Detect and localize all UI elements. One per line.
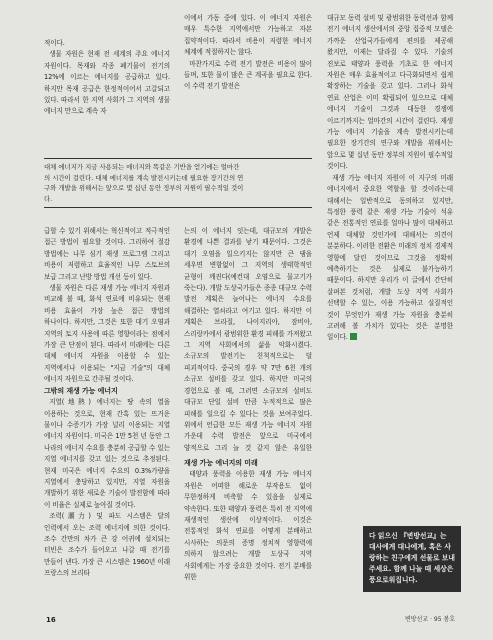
column-2-bottom — [184, 226, 312, 454]
paragraph — [327, 173, 453, 344]
paragraph-text: 재생 가능 에너지 자원이 이 지구의 미래 에너지에서 중요한 역할을 할 것이라는데 대해서는 일반적으로 동의하고 있지만, 특정한 풍력 같은 재생 가능 기술이 석유 같은 전통적인 연료를 얼마나 많이 대체하고 언제 대체할 것인가에 대해서는 의견이 분분하다. 이러한 전환은 미래의 정치 경제적 영향에 달린 것이므로 그것을 정확히 예측하기는 것은 실제로 불가능하기 때문이다. 하지만 우리가 이 글에서 간단히 살펴본 것처럼, 개발 도상 지역 사회가 선택할 수 있는, 이용 가능하고 실질적인 것이 무엇인가 재생 가능 자원을 충분히 고려해 볼 가치가 있다는 것은 분명한 일이다. — [327, 173, 453, 342]
pull-quote — [44, 158, 312, 208]
section-heading: 그밖의 재생 가능 에너지 — [44, 386, 118, 395]
paragraph: 생물 자원은 다른 재생 가능 에너지 자원과 비교해 볼 때, 화석 연료에 비유되는 현재 비용 효율이 가장 높은 접근 방법의 하나이다. 하지만, 그것은 또한 대기 오염과 지역의 토지 사용에 따른 영향이라는 점에서 가장 큰 단점이 된다. 따라서 미래에는 다른 대체 에너지 자원을 이용할 수 있는 지역에서나 이용되는 "지금 기술"의 대체 에너지 자원으로 간주될 것이다. — [44, 284, 170, 384]
column-1-bottom — [44, 226, 170, 606]
paragraph: 급할 수 있기 위해서는 혁신적이고 적극적인 접근 방법이 필요할 것이다. 그리하여 절감 방법에는 나무 심기 재생 프로그램 그리고 비용이 저렴하고 효율적인 나무 스토브의 보급 그리고 난방 방법 개선 등이 있다. — [44, 227, 170, 281]
section-heading: 재생 가능 에너지의 미래 — [184, 459, 258, 467]
paragraph: 이에서 가동 중에 있다. 이 에너지 자원은 매우 특수한 지역에서만 가능하고 자본 집약적이다. 따라서 비용이 저렴한 에너지 체계에 적절하지는 않다. — [184, 14, 312, 57]
promo-box — [363, 526, 461, 592]
column-2-top — [184, 13, 312, 148]
pull-quote-text: 대체 에너지가 지금 사용되는 에너지와 똑같은 기반을 얻기에는 얼마간의 시간이 걸린다. 대체 에너지를 계속 발전시키는데 필요한 장기간의 연구와 개발을 위해서는 앞으로 몇 십년 동안 정부의 지원이 필수적일 것이다. — [44, 163, 244, 203]
footer-text: 변방선교 · 95 봄호 — [405, 616, 456, 623]
paragraph: 조력(潮力) 및 파도 시스템은 달의 인력에서 오는 조력 에너지에 의한 것이다. 조수 간만의 차가 큰 강 어귀에 설치되는 터빈은 조수가 들어오고 나갈 때 전기를 만들어 낸다. 가장 큰 시스템은 1960년 이래 프랑스의 브리타 — [44, 512, 170, 578]
promo-text: 다 읽으신 『변방선교』는 대사에게 대나에게, 혹은 사랑하는 친구에게 선물로 보내주세요. 함께 나눌 때 세상은 풍요로워집니다. — [369, 532, 455, 584]
column-1-top — [44, 38, 170, 148]
column-2-future-section — [184, 458, 312, 608]
paragraph: 대규모 동력 설비 및 광범위한 동력선과 함께 전기 에너지 생산에서의 중앙 집중적 모델은 가까운 산업국가들에게 편의를 제공해 왔지만, 이제는 달라질 수 있다. 기술의 진보로 태양과 풍력을 기초로 한 에너지 자원은 매우 효율적이고 다극화되면서 쉽게 확장하는 기술을 갖고 있다. 그러나 화석 연료 산업은 이미 확립되어 있으므로 대체 에너지 기술이 그것과 대등한 경쟁에 이르기까지는 얼마간의 시간이 걸린다. 재생 가능 에너지 기술을 계속 발전시키는데 필요한 장기간의 연구와 개발을 위해서는 앞으로 몇 십년 동안 정부의 지원이 필수적일 것이다. — [327, 14, 453, 171]
paragraph: 는의 이 에너지 잇는데, 대규모의 개발은 환경에 나쁜 결과를 낳기 때문이다. 그것은 대기 오염을 일으키지는 않지만 큰 댐을 세우면 변함없이 그 지역의 생태학적인 균형이 깨진다(예컨대 오염으로 물고기가 죽는다). 개발 도상국가들은 종종 대규모 수력 발전 계획은 늘어나는 에너지 수요를 해결하는 열쇠라고 여기고 있다. 하지만 이 계획은 브라질, 나이지리아, 잠비아, 스리랑카에서 광범위한 환경 피해를 가져왔고 그 지역 사회에서의 삶을 악화시켰다. 소규모의 발전기는 친척적으로는 덜 피괴적이다. 중국의 경우 약 7만 6천 개의 소규모 설비를 갖고 있다. 하지만 미국의 경험으로 볼 때, 그러면 소규모의 설비도 대규모 단일 설비 만큼 누적적으로 많은 피해를 일으킬 수 있다는 것을 보여주었다. 위에서 언급한 모든 재생 가능 에너지 자원 가운데 수력 발전은 앞으로 미국에서 양적으로 그리 늘 것 같지 않은 유일한 — [184, 227, 312, 452]
column-3 — [327, 13, 453, 473]
page-number: 16 — [46, 616, 56, 624]
paragraph: 적이다. — [44, 39, 65, 47]
paragraph: 지열(地熱) 에너지는 땅 속의 열을 이용하는 것으로, 현재 간혹 있는 뜨거운 물이나 수증기가 가장 널리 이용되는 지열 에너지 자원이다. 미국은 1만 5천 년 동안 그 나라의 에너지 수요를 충분히 공급할 수 있는 지열 에너지를 갖고 있는 것으로 추정된다. 현재 미국은 에너지 수요의 0.3%가량을 지열에서 충당하고 있지만, 지열 자원을 개발하기 위한 새로운 기술이 발전함에 따라 이 비율은 실제로 높아질 것이다. — [44, 398, 170, 509]
paragraph: 태양과 풍력을 이용한 재생 가능 에너지 자원은 어떠한 해로운 부작용도 없이 무한정하게 비축할 수 있음을 실제로 약속한다. 또한 태양과 풍력은 특히 전 지역에 재생적인 생산에 이상적이다. 이것은 전통적인 화석 연료를 어떻게 분배하고 시사하는 의문의 증명 정치적 영향력에 의하지 않으려는 개발 도상국 지역 사회에게는 가장 중요한 것이다. 전기 분배를 위한 — [184, 470, 312, 582]
paragraph: 마찬가지로 수력 전기 발전은 비용이 많이 들며, 또한 물이 많은 큰 계곡을 필요로 한다. 이 수력 전기 발전은 — [184, 59, 312, 91]
paragraph: 생물 자원은 현재 전 세계의 주요 에너지 자원이다. 목재와 각종 폐기물이 전기의 12%에 이르는 에너지를 공급하고 있다. 하지만 목재 공급은 한정적이어서 고갈되고 있다. 따라서 한 지역 사회가 그 지역의 생물 에너지 만으로 계속 자 — [44, 50, 170, 116]
end-mark-icon — [350, 333, 357, 340]
